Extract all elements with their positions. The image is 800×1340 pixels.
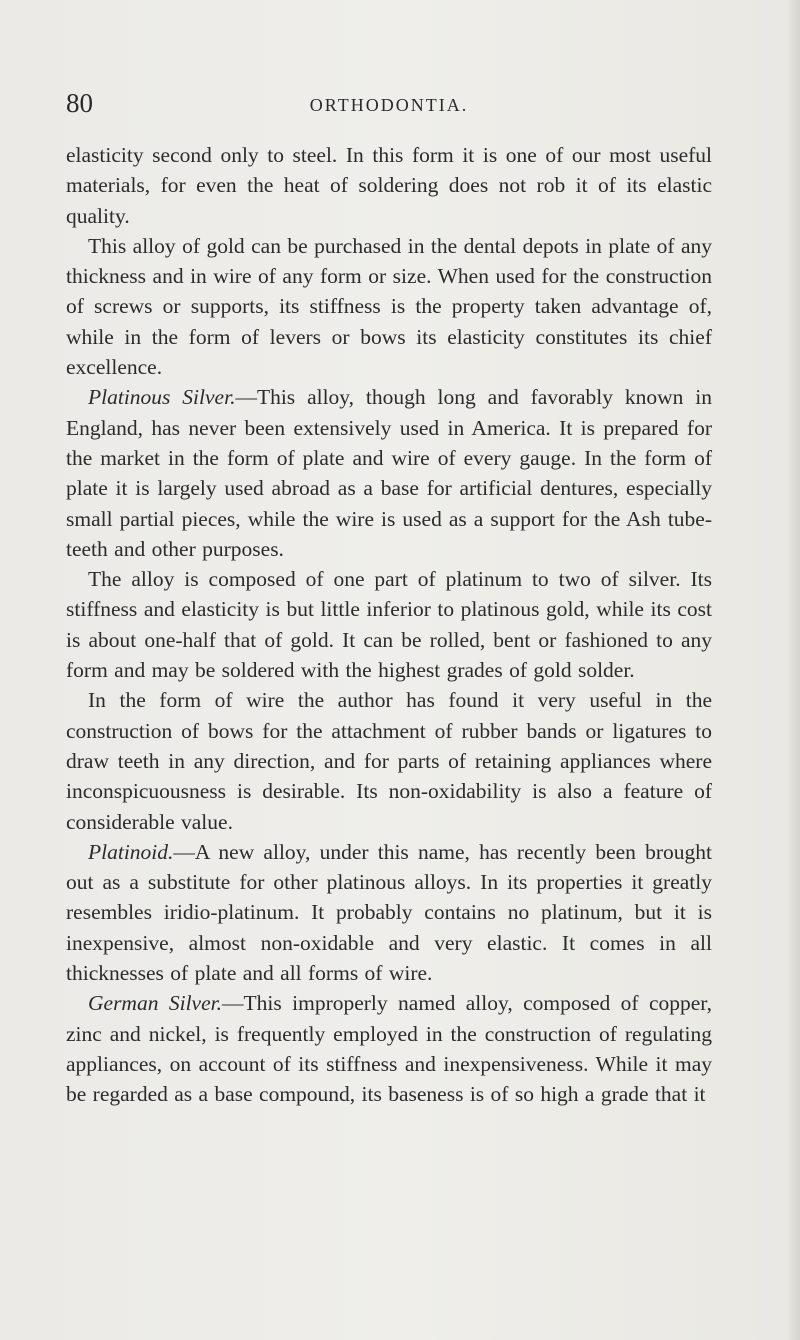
paragraph — [66, 837, 712, 988]
paragraph-text: In the form of wire the author has found it very useful in the construction of bows for the attachment of rubber bands or ligatures to draw teeth in any direction, and for parts of retaining appliances where inconspicuousness is desirable. Its non-oxidability is also a feature of considerable value. — [66, 688, 712, 834]
section-term: German Silver. — [88, 991, 222, 1016]
paragraph — [66, 231, 712, 382]
page-header — [66, 86, 712, 126]
page-edge-shadow — [786, 0, 800, 1340]
page-number: 80 — [66, 88, 93, 118]
paragraph — [66, 564, 712, 685]
paragraph — [66, 685, 712, 836]
section-term: Platinous Silver. — [88, 385, 236, 410]
paragraph-text: —This alloy, though long and favorably known in England, has never been extensively used in America. It is prepared for the market in the form of plate and wire of every gauge. In the form of plate it is largely used abroad as a base for artificial dentures, especially small partial pieces, while the wire is used as a support for the Ash tube-teeth and other purposes. — [66, 385, 712, 561]
paragraph-text: The alloy is composed of one part of platinum to two of silver. Its stiffness and elasticity is but little inferior to platinous gold, while its cost is about one-half that of gold. It can be rolled, bent or fashioned to any form and may be soldered with the highest grades of gold solder. — [66, 567, 712, 683]
paragraph-text: —This improperly named alloy, composed of copper, zinc and nickel, is frequently employed in the construction of regulating appliances, on account of its stiffness and inexpensiveness. While it may be regarded as a base compound, its baseness is of so high a grade that it — [66, 991, 712, 1107]
paragraph — [66, 988, 712, 1109]
paragraph-text: This alloy of gold can be purchased in the dental depots in plate of any thickness and in wire of any form or size. When used for the construction of screws or supports, its stiffness is the property taken advantage of, while in the form of levers or bows its elasticity constitutes its chief excellence. — [66, 233, 712, 380]
running-head: ORTHODONTIA. — [309, 95, 469, 115]
paragraph-text: elasticity second only to steel. In this form it is one of our most useful materials, for even the heat of soldering does not rob it of its elastic quality. — [66, 143, 712, 228]
paragraph — [66, 382, 712, 564]
paragraph — [66, 140, 712, 231]
body-text — [66, 140, 712, 1110]
paragraph-text: —A new alloy, under this name, has recently been brought out as a substitute for other platinous alloys. In its properties it greatly resembles iridio-platinum. It probably contains no platinum, but it is inexpensive, almost non-oxidable and very elastic. It comes in all thicknesses of plate and all forms of wire. — [66, 839, 712, 986]
section-term: Platinoid. — [88, 839, 174, 864]
